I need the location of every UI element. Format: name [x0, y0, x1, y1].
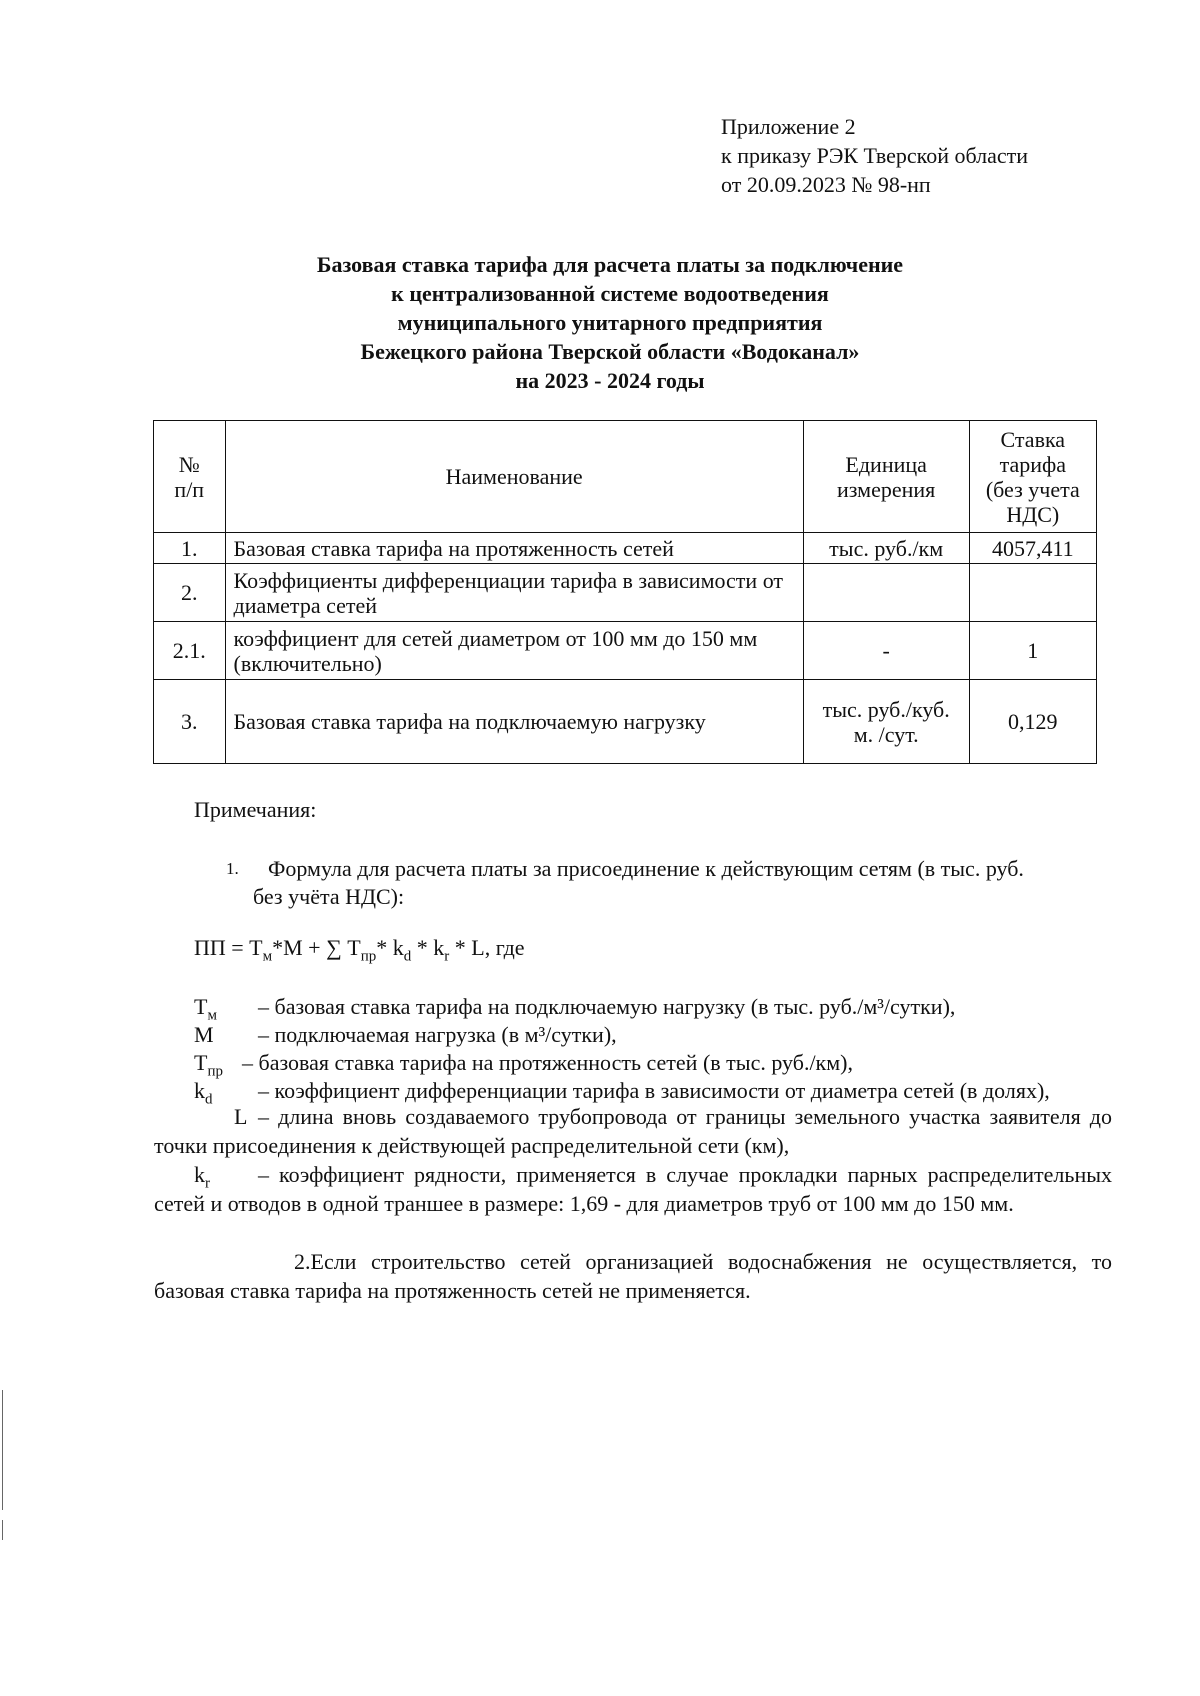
- definition-l: L – длина вновь создаваемого трубопровода от границы земельного участка заявителя до точки присоединения к действующей распределительной сети (км),: [154, 1104, 1112, 1158]
- cell-rate: 4057,411: [969, 533, 1096, 564]
- title-line: к централизованной системе водоотведения: [391, 281, 829, 306]
- appendix-line: Приложение 2: [721, 114, 856, 139]
- definition-m: М – подключаемая нагрузка (в м³/сутки),: [194, 1022, 617, 1047]
- tariff-table: [153, 420, 1097, 764]
- cell-num: 1.: [154, 533, 226, 564]
- scan-margin-line: [2, 1390, 3, 1510]
- notes-heading: Примечания:: [194, 797, 317, 822]
- table-header-row: [154, 421, 1097, 533]
- cell-num: 3.: [154, 680, 226, 764]
- definition-tm: $Т_м$ – базовая ставка тарифа на подключаемую нагрузку (в тыс. руб./м³/сутки),: [194, 994, 956, 1024]
- cell-num: 2.: [154, 564, 226, 622]
- title-line: Бежецкого района Тверской области «Водоканал»: [360, 339, 860, 364]
- definition-kr: $k_r$ – коэффициент рядности, применяется в случае прокладки парных распределительных сетей и отводов в одной траншее в размере: 1,69 - для диаметров труб от 100 мм до 150 мм.: [154, 1162, 1112, 1216]
- cell-num: 2.1.: [154, 622, 226, 680]
- cell-name: Базовая ставка тарифа на протяженность сетей: [225, 533, 803, 564]
- note-number: 1.: [226, 859, 239, 878]
- scan-margin-line: [2, 1520, 3, 1540]
- cell-unit: тыс. руб./куб. м. /сут.: [803, 680, 969, 764]
- definition-tpr: $Т_{пр}$ – базовая ставка тарифа на протяженность сетей (в тыс. руб./км),: [194, 1050, 853, 1080]
- title-line: муниципального унитарного предприятия: [397, 310, 823, 335]
- appendix-line: от 20.09.2023 № 98-нп: [721, 172, 931, 197]
- cell-name: Базовая ставка тарифа на подключаемую нагрузку: [225, 680, 803, 764]
- document-title: [150, 250, 1070, 395]
- cell-name: коэффициент для сетей диаметром от 100 мм до 150 мм (включительно): [225, 622, 803, 680]
- cell-rate: 1: [969, 622, 1096, 680]
- title-line: на 2023 - 2024 годы: [515, 368, 705, 393]
- cell-name: Коэффициенты дифференциации тарифа в зависимости от диаметра сетей: [225, 564, 803, 622]
- header-rate: Ставка тарифа (без учета НДС): [969, 421, 1096, 533]
- definition-kd: $k_d$ – коэффициент дифференциации тарифа в зависимости от диаметра сетей (в долях),: [194, 1078, 1050, 1108]
- appendix-header: [721, 112, 1028, 199]
- fee-formula: ПП = $Т_м*М$ + ∑ $Т_{пр}*$ $k_d * k_r$ * L, где: [194, 935, 525, 965]
- cell-unit: [803, 564, 969, 622]
- cell-unit: -: [803, 622, 969, 680]
- header-num: № п/п: [154, 421, 226, 533]
- cell-rate: 0,129: [969, 680, 1096, 764]
- title-line: Базовая ставка тарифа для расчета платы за подключение: [316, 252, 904, 277]
- note-2: 2.Если строительство сетей организацией водоснабжения не осуществляется, то базовая ставка тарифа на протяженность сетей не применяется.: [154, 1249, 1112, 1303]
- note-text: Формула для расчета платы за присоединение к действующим сетям (в тыс. руб.: [268, 856, 1024, 881]
- table-row: [154, 533, 1097, 564]
- table-row: [154, 564, 1097, 622]
- appendix-line: к приказу РЭК Тверской области: [721, 143, 1029, 168]
- header-name: Наименование: [225, 421, 803, 533]
- table-row: [154, 622, 1097, 680]
- table-row: [154, 680, 1097, 764]
- cell-unit: тыс. руб./км: [803, 533, 969, 564]
- header-unit: Единица измерения: [803, 421, 969, 533]
- note-text: без учёта НДС):: [253, 884, 405, 909]
- cell-rate: [969, 564, 1096, 622]
